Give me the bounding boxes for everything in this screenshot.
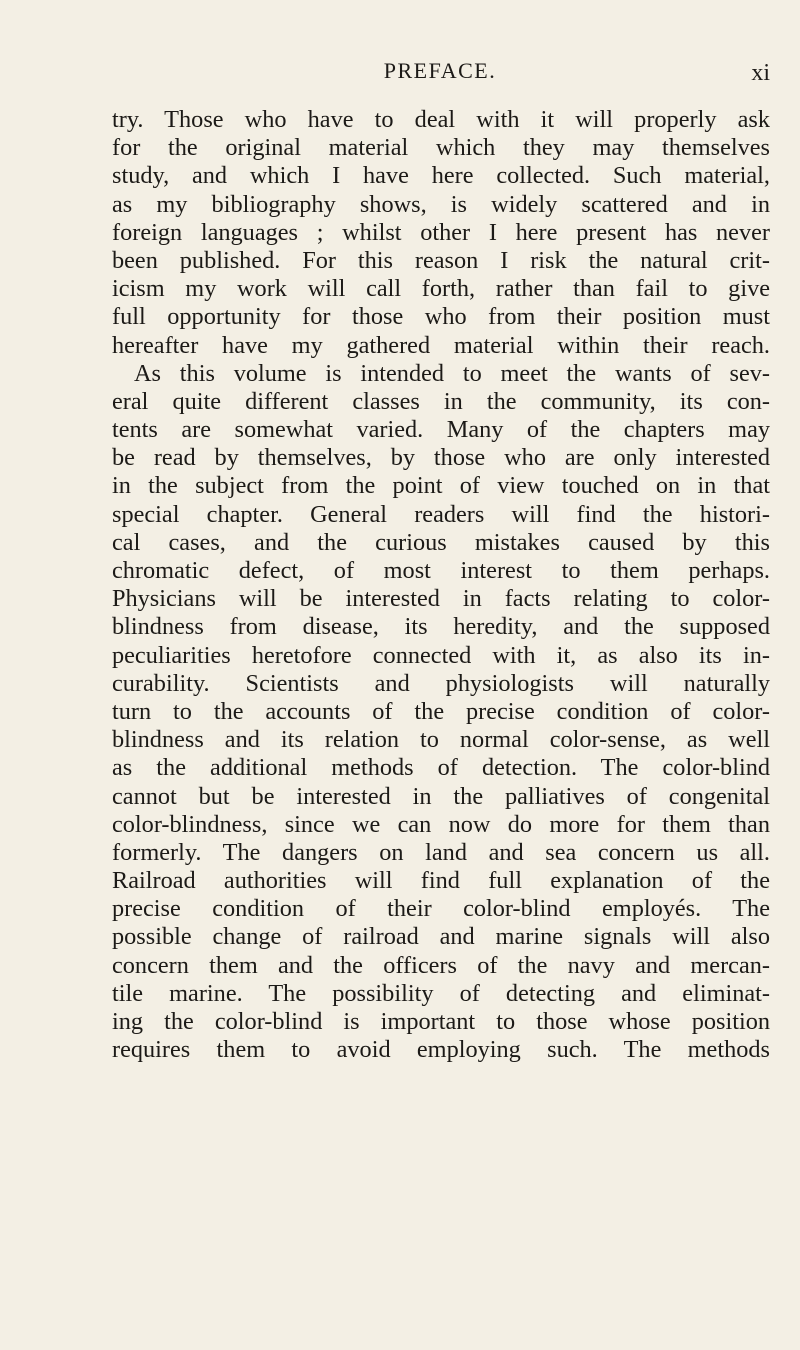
text-line: as the additional methods of detection. The color-blind (112, 754, 770, 782)
text-line: Physicians will be interested in facts relating to color- (112, 585, 770, 613)
body-text (112, 106, 770, 1064)
text-line: for the original material which they may themselves (112, 134, 770, 162)
text-line: tile marine. The possibility of detecting and eliminat- (112, 979, 770, 1007)
text-line: possible change of railroad and marine signals will also (112, 923, 770, 951)
text-line: blindness and its relation to normal color-sense, as well (112, 726, 770, 754)
text-line: requires them to avoid employing such. The methods (112, 1036, 770, 1064)
running-head (110, 58, 770, 88)
text-line: blindness from disease, its heredity, and the supposed (112, 613, 770, 641)
text-line: Railroad authorities will find full explanation of the (112, 867, 770, 895)
text-line: precise condition of their color-blind employés. The (112, 895, 770, 923)
paragraph-start-line: As this volume is intended to meet the wants of sev- (134, 359, 770, 387)
text-line: concern them and the officers of the navy and mercan- (112, 951, 770, 979)
text-line: special chapter. General readers will find the histori- (112, 500, 770, 528)
text-line: ing the color-blind is important to those whose position (112, 1008, 770, 1035)
page-number: xi (751, 60, 770, 86)
text-line: formerly. The dangers on land and sea concern us all. (112, 838, 770, 866)
running-title: PREFACE. (383, 58, 497, 83)
text-line: eral quite different classes in the community, its con- (112, 387, 770, 415)
text-line: cannot but be interested in the palliatives of congenital (112, 782, 770, 810)
text-line: full opportunity for those who from their position must (112, 303, 770, 331)
text-line: peculiarities heretofore connected with it, as also its in- (112, 641, 770, 669)
text-line: hereafter have my gathered material within their reach. (112, 331, 770, 359)
text-line: as my bibliography shows, is widely scattered and in (112, 190, 770, 218)
text-line: icism my work will call forth, rather than fail to give (112, 275, 770, 303)
text-line: try. Those who have to deal with it will properly ask (112, 106, 770, 133)
text-line: foreign languages ; whilst other I here present has never (112, 218, 770, 246)
text-line: be read by themselves, by those who are only interested (112, 444, 770, 472)
text-line: study, and which I have here collected. Such material, (112, 162, 770, 190)
text-line: color-blindness, since we can now do more for them than (112, 810, 770, 838)
text-line: cal cases, and the curious mistakes caused by this (112, 528, 770, 556)
text-line: chromatic defect, of most interest to them perhaps. (112, 557, 770, 584)
text-line: tents are somewhat varied. Many of the chapters may (112, 416, 770, 444)
text-line: turn to the accounts of the precise condition of color- (112, 697, 770, 725)
text-line: been published. For this reason I risk the natural crit- (112, 246, 770, 274)
text-line: curability. Scientists and physiologists will naturally (112, 669, 770, 697)
text-line: in the subject from the point of view touched on in that (112, 472, 770, 500)
